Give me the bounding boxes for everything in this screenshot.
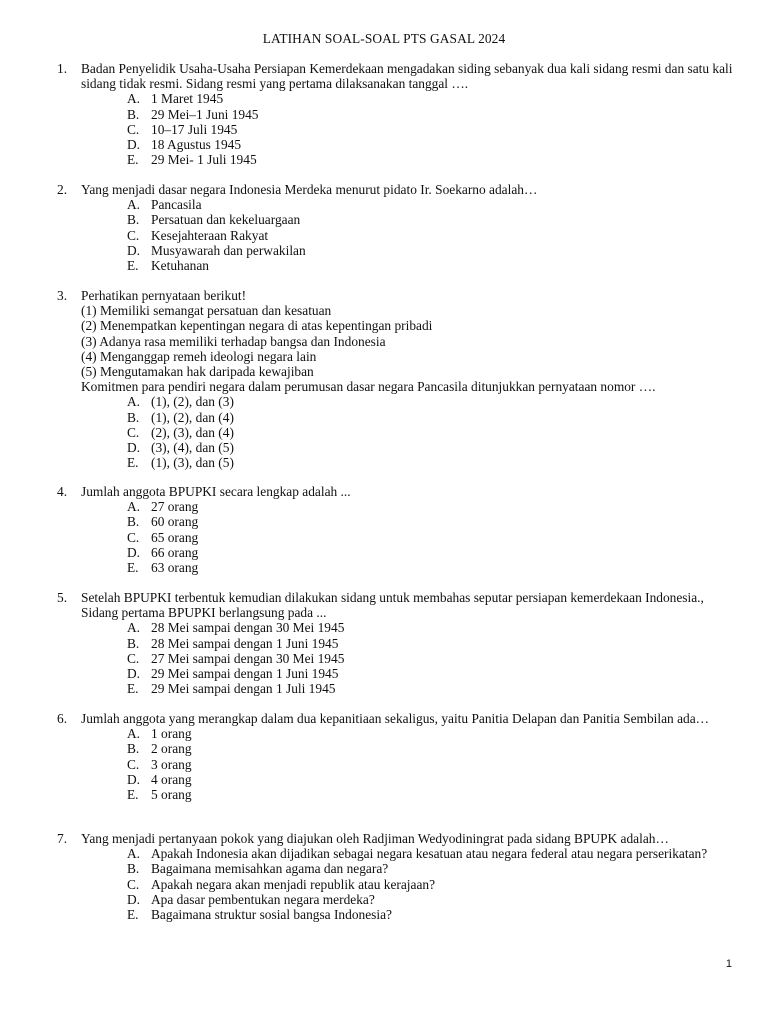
- question-3: [57, 288, 737, 470]
- question-1: [57, 61, 737, 167]
- option-text: 29 Mei sampai dengan 1 Juni 1945: [151, 666, 339, 682]
- option-d: [81, 772, 737, 787]
- option-a: [81, 197, 737, 212]
- option-letter: C.: [127, 424, 140, 440]
- option-text: 66 orang: [151, 544, 199, 560]
- question-text: Yang menjadi dasar negara Indonesia Merdeka menurut pidato Ir. Soekarno adalah…: [81, 182, 538, 197]
- question-text: Jumlah anggota yang merangkap dalam dua kepanitiaan sekaligus, yaitu Panitia Delapan dan Panitia Sembilan ada…: [81, 711, 710, 726]
- option-letter: E.: [127, 681, 139, 697]
- option-letter: C.: [127, 756, 140, 772]
- option-text: Musyawarah dan perwakilan: [151, 242, 306, 258]
- question-5: [57, 590, 737, 696]
- option-a: [81, 620, 737, 635]
- option-text: Kesejahteraan Rakyat: [151, 227, 269, 243]
- option-text: 63 orang: [151, 560, 199, 576]
- option-letter: A.: [127, 499, 141, 515]
- option-e: [81, 258, 737, 273]
- option-letter: B.: [127, 106, 140, 122]
- question-7: [57, 831, 737, 922]
- option-letter: E.: [127, 455, 139, 471]
- page-number: 1: [725, 958, 732, 970]
- option-letter: B.: [127, 741, 140, 757]
- option-letter: C.: [127, 650, 140, 666]
- option-letter: B.: [127, 635, 140, 651]
- question-text: Setelah BPUPKI terbentuk kemudian dilakukan sidang untuk membahas seputar persiapan kemerdekaan Indonesia., Sidang pertama BPUPKI berlangsung pada ...: [81, 590, 704, 621]
- option-d: [81, 545, 737, 560]
- option-letter: D.: [127, 242, 141, 258]
- option-text: (3), (4), dan (5): [151, 440, 234, 456]
- option-letter: D.: [127, 891, 141, 907]
- option-text: Ketuhanan: [151, 258, 210, 274]
- question-6: [57, 711, 737, 802]
- option-text: 4 orang: [151, 771, 192, 787]
- option-text: Apakah negara akan menjadi republik atau kerajaan?: [151, 876, 436, 892]
- option-text: (2), (3), dan (4): [151, 424, 234, 440]
- option-e: [81, 787, 737, 802]
- statement-3: (3) Adanya rasa memiliki terhadap bangsa dan Indonesia: [81, 333, 386, 349]
- option-e: [81, 455, 737, 470]
- question-number: 1.: [57, 61, 68, 76]
- option-text: 2 orang: [151, 741, 192, 757]
- option-list: [81, 197, 737, 273]
- option-c: [81, 530, 737, 545]
- question-number: 7.: [57, 831, 68, 846]
- option-d: [81, 243, 737, 258]
- option-b: [81, 212, 737, 227]
- option-b: [81, 410, 737, 425]
- option-letter: C.: [127, 876, 140, 892]
- question-text: Yang menjadi pertanyaan pokok yang diajukan oleh Radjiman Wedyodiningrat pada sidang BPUPK adalah…: [81, 831, 669, 846]
- option-text: Apakah Indonesia akan dijadikan sebagai negara kesatuan atau negara federal atau negara perserikatan?: [151, 846, 708, 862]
- option-letter: B.: [127, 212, 140, 228]
- option-b: [81, 861, 737, 876]
- option-letter: A.: [127, 846, 141, 862]
- option-letter: D.: [127, 771, 141, 787]
- option-b: [81, 636, 737, 651]
- option-letter: E.: [127, 560, 139, 576]
- option-text: 1 Maret 1945: [151, 91, 224, 107]
- option-text: 10–17 Juli 1945: [151, 121, 238, 137]
- option-list: [81, 91, 737, 167]
- option-text: Persatuan dan kekeluargaan: [151, 212, 301, 228]
- question-prompt: Komitmen para pendiri negara dalam perumusan dasar negara Pancasila ditunjukkan pernyataan nomor ….: [81, 379, 656, 395]
- option-e: [81, 560, 737, 575]
- option-text: (1), (2), dan (3): [151, 394, 234, 410]
- option-a: [81, 499, 737, 514]
- option-letter: A.: [127, 197, 141, 213]
- option-text: 29 Mei- 1 Juli 1945: [151, 152, 257, 168]
- option-a: [81, 91, 737, 106]
- option-e: [81, 152, 737, 167]
- option-text: 28 Mei sampai dengan 1 Juni 1945: [151, 635, 339, 651]
- option-letter: A.: [127, 394, 141, 410]
- question-number: 6.: [57, 711, 68, 726]
- option-letter: B.: [127, 409, 140, 425]
- question-2: [57, 182, 737, 273]
- option-letter: A.: [127, 620, 141, 636]
- option-letter: A.: [127, 91, 141, 107]
- option-b: [81, 514, 737, 529]
- option-text: 60 orang: [151, 514, 199, 530]
- option-b: [81, 741, 737, 756]
- option-c: [81, 122, 737, 137]
- question-4: [57, 484, 737, 575]
- option-list: [81, 846, 737, 922]
- option-b: [81, 107, 737, 122]
- option-letter: D.: [127, 544, 141, 560]
- option-letter: D.: [127, 440, 141, 456]
- page-title: LATIHAN SOAL-SOAL PTS GASAL 2024: [262, 31, 506, 46]
- option-letter: C.: [127, 121, 140, 137]
- option-text: 27 Mei sampai dengan 30 Mei 1945: [151, 650, 345, 666]
- statement-1: (1) Memiliki semangat persatuan dan kesatuan: [81, 303, 332, 319]
- option-a: [81, 394, 737, 409]
- option-letter: E.: [127, 258, 139, 274]
- question-number: 2.: [57, 182, 68, 197]
- option-text: Apa dasar pembentukan negara merdeka?: [151, 891, 375, 907]
- option-text: (1), (2), dan (4): [151, 409, 234, 425]
- option-list: [81, 499, 737, 575]
- question-text: Perhatikan pernyataan berikut!: [81, 288, 247, 303]
- option-a: [81, 846, 737, 861]
- question-number: 5.: [57, 590, 68, 605]
- option-text: 29 Mei sampai dengan 1 Juli 1945: [151, 681, 336, 697]
- option-letter: E.: [127, 152, 139, 168]
- option-c: [81, 877, 737, 892]
- option-d: [81, 666, 737, 681]
- statement-4: (4) Menganggap remeh ideologi negara lain: [81, 348, 317, 364]
- statement-2: (2) Menempatkan kepentingan negara di atas kepentingan pribadi: [81, 318, 433, 334]
- option-list: [81, 620, 737, 696]
- option-text: 29 Mei–1 Juni 1945: [151, 106, 259, 122]
- option-d: [81, 440, 737, 455]
- question-number: 4.: [57, 484, 68, 499]
- option-letter: E.: [127, 787, 139, 803]
- option-letter: A.: [127, 726, 141, 742]
- option-text: 3 orang: [151, 756, 192, 772]
- option-a: [81, 726, 737, 741]
- option-c: [81, 425, 737, 440]
- option-letter: C.: [127, 227, 140, 243]
- statement-5: (5) Mengutamakan hak daripada kewajiban: [81, 364, 314, 380]
- option-letter: B.: [127, 861, 140, 877]
- option-letter: D.: [127, 137, 141, 153]
- option-c: [81, 757, 737, 772]
- option-letter: B.: [127, 514, 140, 530]
- option-list: [81, 726, 737, 802]
- question-text: Jumlah anggota BPUPKI secara lengkap adalah ...: [81, 484, 351, 499]
- option-text: (1), (3), dan (5): [151, 455, 234, 471]
- question-number: 3.: [57, 288, 68, 303]
- option-text: Bagaimana memisahkan agama dan negara?: [151, 861, 389, 877]
- option-text: 18 Agustus 1945: [151, 137, 242, 153]
- option-d: [81, 137, 737, 152]
- option-e: [81, 907, 737, 922]
- option-text: 27 orang: [151, 499, 199, 515]
- option-text: 5 orang: [151, 787, 192, 803]
- option-c: [81, 228, 737, 243]
- question-text: Badan Penyelidik Usaha-Usaha Persiapan Kemerdekaan mengadakan siding sebanyak dua kali sidang resmi dan satu kali sidang tidak resmi. Sidang resmi yang pertama dilaksanakan tanggal ….: [81, 61, 733, 92]
- option-letter: D.: [127, 666, 141, 682]
- option-d: [81, 892, 737, 907]
- option-e: [81, 681, 737, 696]
- option-letter: C.: [127, 529, 140, 545]
- option-text: 1 orang: [151, 726, 192, 742]
- option-c: [81, 651, 737, 666]
- option-text: Bagaimana struktur sosial bangsa Indonesia?: [151, 907, 392, 923]
- option-letter: E.: [127, 907, 139, 923]
- option-text: Pancasila: [151, 197, 202, 213]
- option-text: 65 orang: [151, 529, 199, 545]
- option-list: [81, 394, 737, 470]
- option-text: 28 Mei sampai dengan 30 Mei 1945: [151, 620, 345, 636]
